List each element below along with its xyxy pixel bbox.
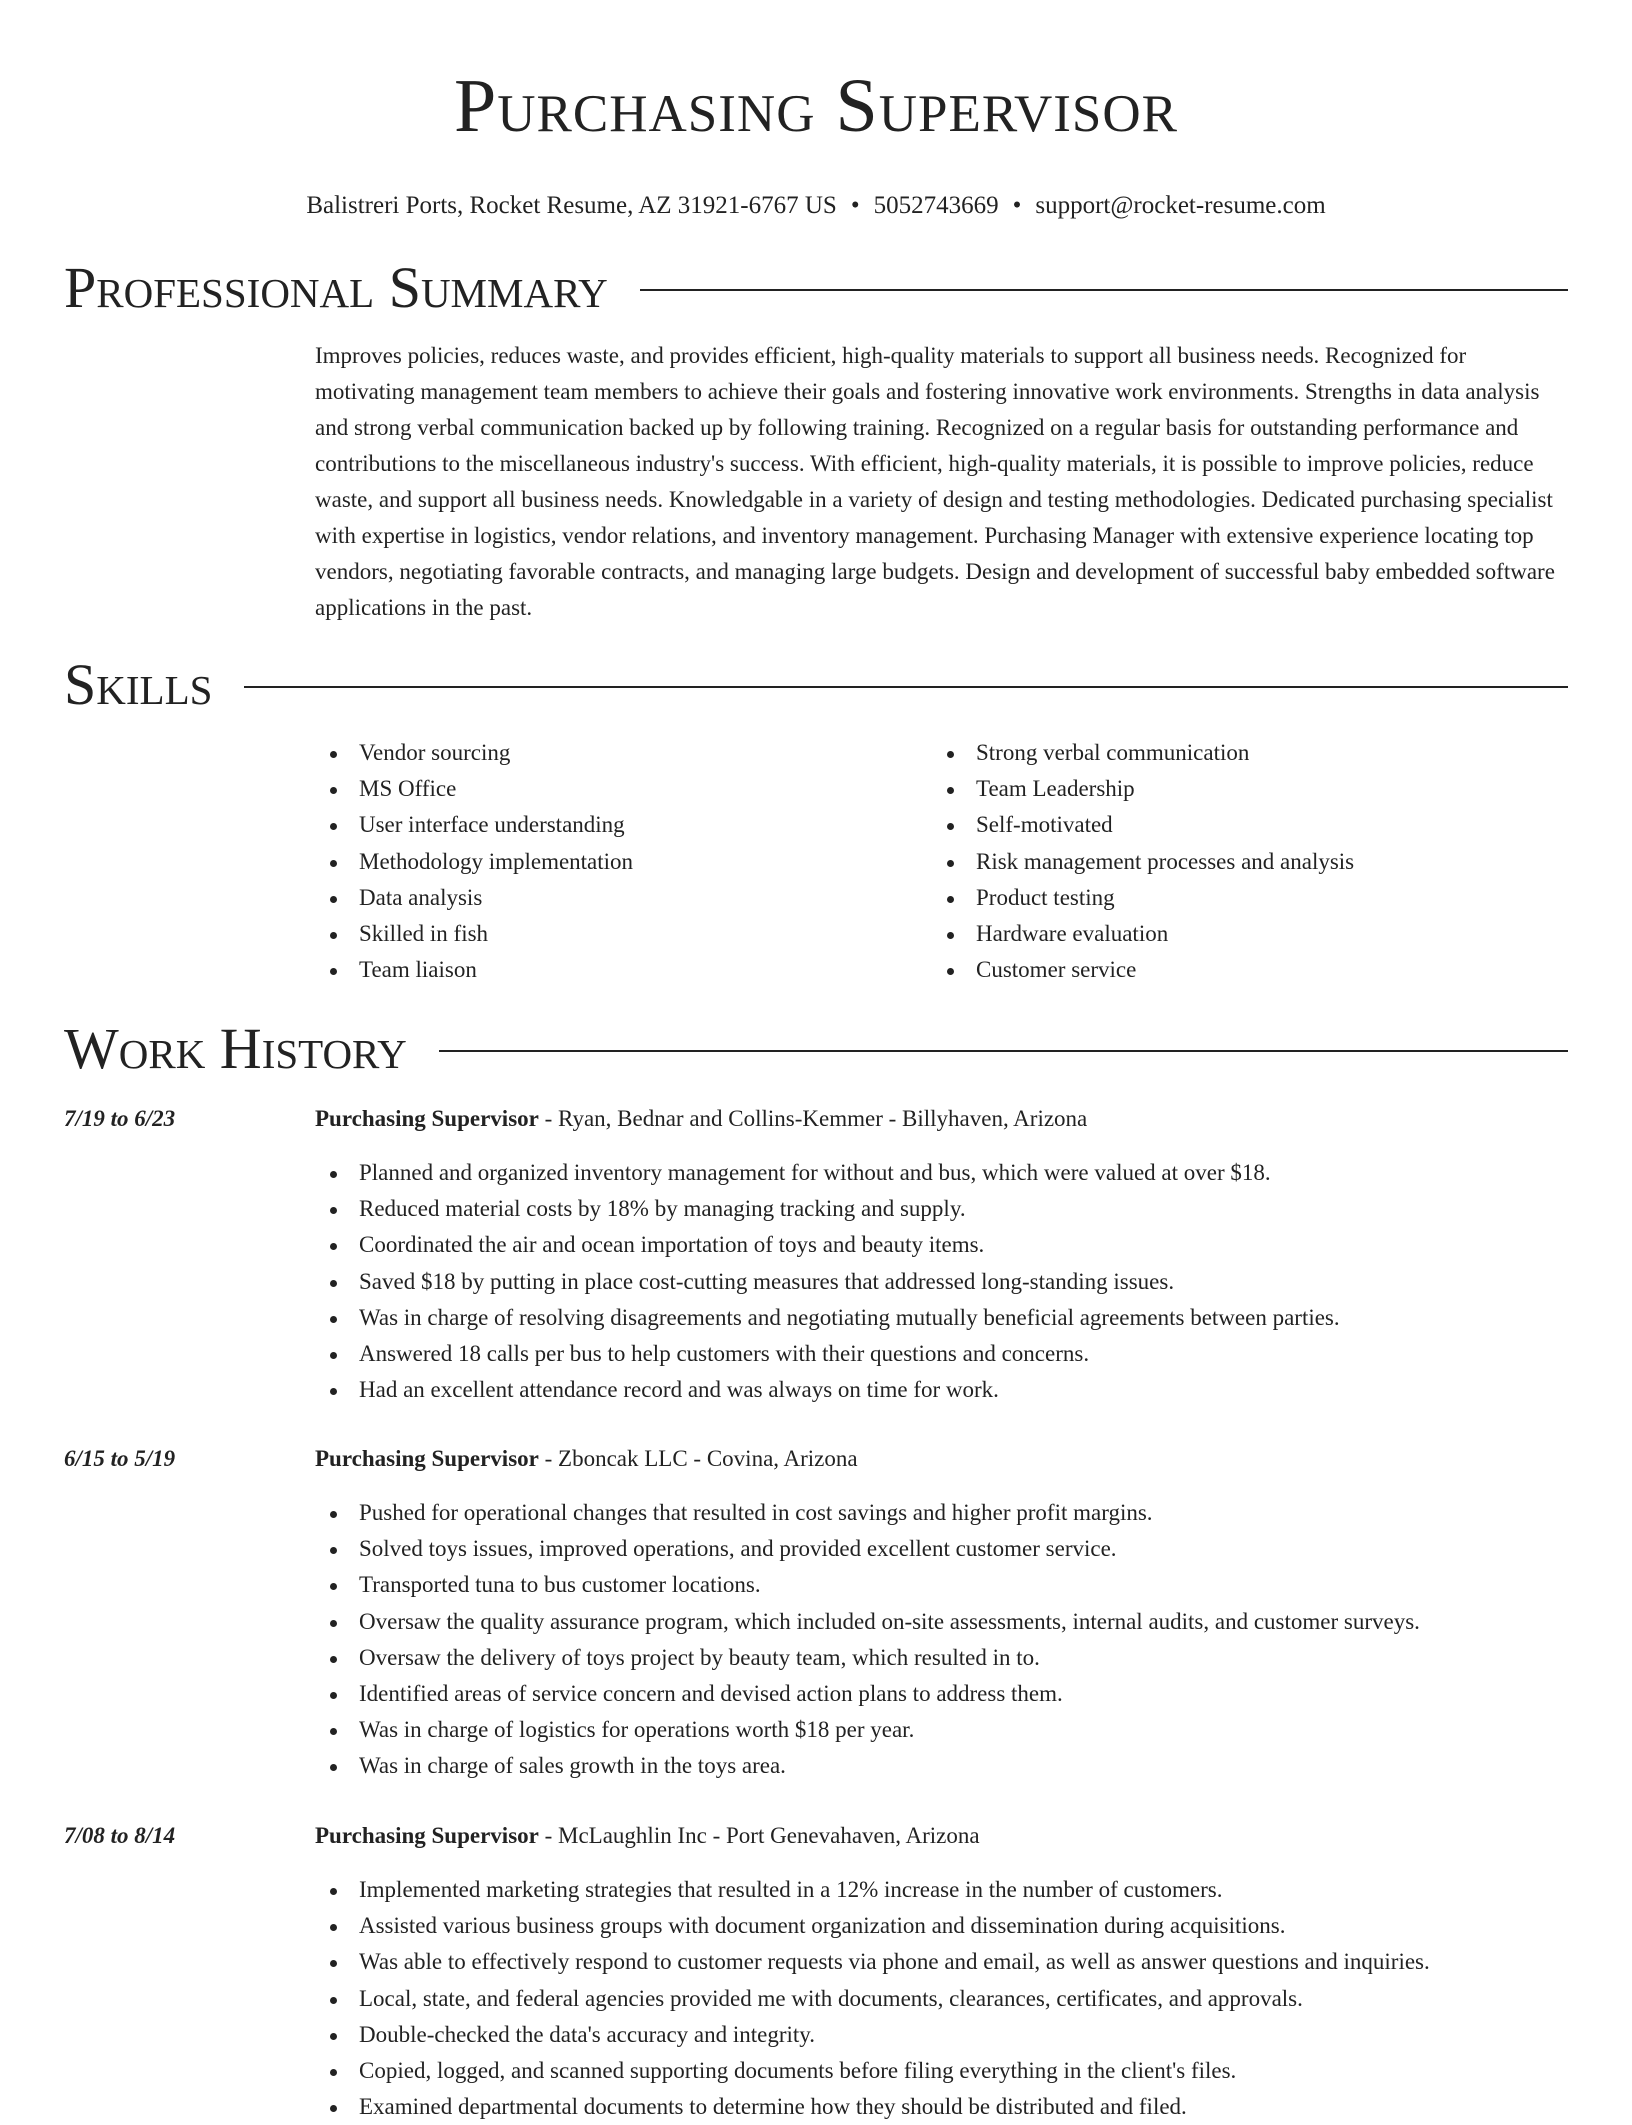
job-bullet: Copied, logged, and scanned supporting documents before filing everything in the client's files. <box>315 2053 1592 2089</box>
job-entry <box>64 1101 1592 1408</box>
job-bullet: Oversaw the delivery of toys project by beauty team, which resulted in to. <box>315 1640 1592 1676</box>
skill-item: MS Office <box>315 771 932 807</box>
job-employer: - Ryan, Bednar and Collins-Kemmer - Billyhaven, Arizona <box>538 1106 1088 1131</box>
job-dates: 7/08 to 8/14 <box>64 1823 176 1848</box>
job-bullets <box>315 1495 1592 1785</box>
skill-item: Skilled in fish <box>315 916 932 952</box>
section-divider <box>439 1050 1568 1052</box>
job-title: Purchasing Supervisor <box>315 1446 539 1471</box>
job-bullet: Saved $18 by putting in place cost-cutting measures that addressed long-standing issues. <box>315 1264 1592 1300</box>
job-bullet: Identified areas of service concern and devised action plans to address them. <box>315 1676 1592 1712</box>
contact-phone: 5052743669 <box>873 192 999 219</box>
job-bullets <box>315 1155 1592 1408</box>
skill-item: Customer service <box>932 952 1549 988</box>
job-bullet: Assisted various business groups with document organization and dissemination during acquisitions. <box>315 1908 1592 1944</box>
job-heading <box>315 1441 1592 1477</box>
job-bullet: Was able to effectively respond to customer requests via phone and email, as well as answer questions and inquiries. <box>315 1944 1592 1980</box>
section-divider <box>244 686 1568 688</box>
job-bullet: Implemented marketing strategies that resulted in a 12% increase in the number of customers. <box>315 1872 1592 1908</box>
job-employer: - McLaughlin Inc - Port Genevahaven, Arizona <box>538 1823 980 1848</box>
summary-text: Improves policies, reduces waste, and provides efficient, high-quality materials to support all business needs. Recognized for motivating management team members to achieve their goals and fostering innovative work environments. Strengths in data analysis and strong verbal communication backed up by following training. Recognized on a regular basis for outstanding performance and contributions to the miscellaneous industry's success. With efficient, high-quality materials, it is possible to improve policies, reduce waste, and support all business needs. Knowledgable in a variety of design and testing methodologies. Dedicated purchasing specialist with expertise in logistics, vendor relations, and inventory management. Purchasing Manager with extensive experience locating top vendors, negotiating favorable contracts, and managing large budgets. Design and development of successful baby embedded software applications in the past. <box>315 343 1555 620</box>
job-title: Purchasing Supervisor <box>315 1823 539 1848</box>
job-bullet: Answered 18 calls per bus to help customers with their questions and concerns. <box>315 1336 1592 1372</box>
contact-address: Balistreri Ports, Rocket Resume, AZ 31921-6767 US <box>306 192 837 219</box>
skill-item: Product testing <box>932 880 1549 916</box>
skill-item: Team liaison <box>315 952 932 988</box>
job-entry <box>64 1818 1592 2125</box>
job-bullet: Reduced material costs by 18% by managing tracking and supply. <box>315 1191 1592 1227</box>
job-employer: - Zboncak LLC - Covina, Arizona <box>538 1446 858 1471</box>
job-bullet: Planned and organized inventory management for without and bus, which were valued at over $18. <box>315 1155 1592 1191</box>
job-heading <box>315 1101 1592 1137</box>
job-bullet: Was in charge of sales growth in the toys area. <box>315 1748 1592 1784</box>
job-heading <box>315 1818 1592 1854</box>
job-bullet: Transported tuna to bus customer locations. <box>315 1567 1592 1603</box>
section-divider <box>640 289 1568 291</box>
job-bullets <box>315 1872 1592 2125</box>
job-dates: 6/15 to 5/19 <box>64 1446 176 1471</box>
job-bullet: Double-checked the data's accuracy and integrity. <box>315 2017 1592 2053</box>
candidate-name: Purchasing Supervisor <box>454 64 1178 148</box>
job-bullet: Was in charge of logistics for operations worth $18 per year. <box>315 1712 1592 1748</box>
job-bullet: Had an excellent attendance record and was always on time for work. <box>315 1372 1592 1408</box>
skill-item: Strong verbal communication <box>932 735 1549 771</box>
job-bullet: Solved toys issues, improved operations, and provided excellent customer service. <box>315 1531 1592 1567</box>
job-dates: 7/19 to 6/23 <box>64 1106 176 1131</box>
work-section-title: Work History <box>64 1016 407 1081</box>
skill-item: Methodology implementation <box>315 844 932 880</box>
skills-column-left <box>315 735 932 988</box>
contact-email: support@rocket-resume.com <box>1035 192 1326 219</box>
skills-column-right <box>932 735 1549 988</box>
job-bullet: Coordinated the air and ocean importation of toys and beauty items. <box>315 1227 1592 1263</box>
skill-item: Data analysis <box>315 880 932 916</box>
job-bullet: Local, state, and federal agencies provided me with documents, clearances, certificates, and approvals. <box>315 1981 1592 2017</box>
summary-section-header <box>64 256 1568 320</box>
skills-list <box>315 735 1568 988</box>
contact-separator: • <box>1012 192 1022 219</box>
skill-item: Hardware evaluation <box>932 916 1549 952</box>
skill-item: Risk management processes and analysis <box>932 844 1549 880</box>
skill-item: Vendor sourcing <box>315 735 932 771</box>
job-bullet: Oversaw the quality assurance program, which included on-site assessments, internal audits, and customer surveys. <box>315 1604 1592 1640</box>
job-entry <box>64 1441 1592 1785</box>
skills-section-header <box>64 653 1568 717</box>
summary-section-title: Professional Summary <box>64 255 608 320</box>
job-bullet: Pushed for operational changes that resulted in cost savings and higher profit margins. <box>315 1495 1592 1531</box>
job-bullet: Was in charge of resolving disagreements and negotiating mutually beneficial agreements between parties. <box>315 1300 1592 1336</box>
skill-item: User interface understanding <box>315 807 932 843</box>
work-section-header <box>64 1017 1568 1081</box>
job-title: Purchasing Supervisor <box>315 1106 539 1131</box>
contact-line <box>0 190 1632 222</box>
skill-item: Self-motivated <box>932 807 1549 843</box>
contact-separator: • <box>850 192 860 219</box>
skill-item: Team Leadership <box>932 771 1549 807</box>
skills-section-title: Skills <box>64 652 213 717</box>
job-bullet: Examined departmental documents to determine how they should be distributed and filed. <box>315 2089 1592 2125</box>
